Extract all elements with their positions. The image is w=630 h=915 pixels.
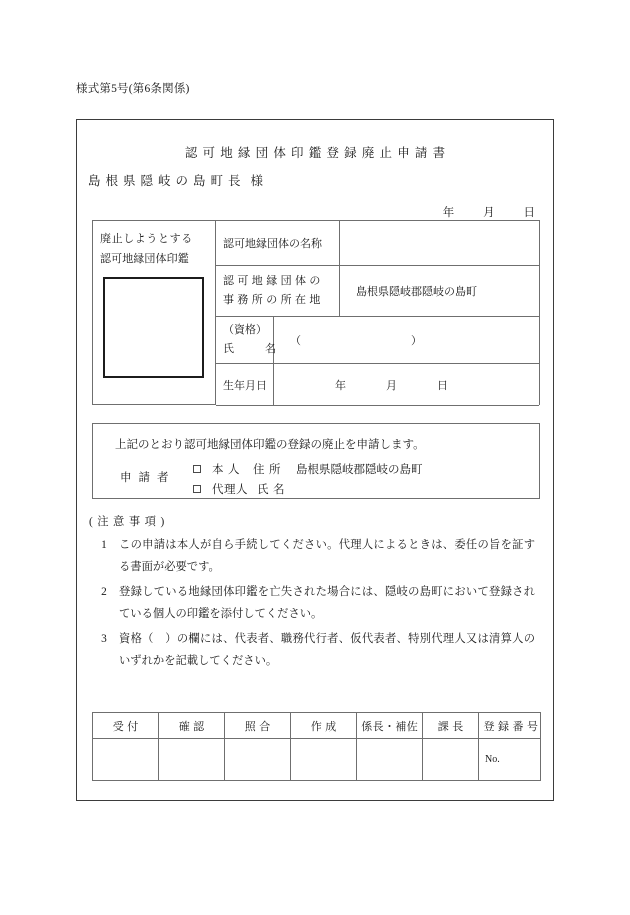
label-office-address-line1: 認可地縁団体の [223,275,324,287]
applicant-option-self-label: 本人 [212,464,244,476]
label-office-address [216,266,340,316]
declaration-box [92,423,540,499]
document-title: 認可地縁団体印鑑登録廃止申請書 [184,146,451,160]
note-item [89,534,541,578]
seal-impression-box[interactable] [103,277,204,378]
cell-registration-number[interactable]: No. [479,739,541,781]
seal-label-line2: 認可地縁団体印鑑 [100,253,189,265]
cell-chief-assistant[interactable] [357,739,423,781]
column-header-confirmation: 確認 [159,713,225,739]
table-row-birthdate [216,364,539,406]
value-office-address[interactable]: 島根県隠岐郡隠岐の島町 [356,286,477,298]
applicant-label: 申請者 [120,472,176,484]
applicant-address-label: 住所 [253,464,285,476]
birth-month-label: 月 [386,379,397,392]
note-number: 2 [101,586,107,598]
column-header-section-manager: 課長 [423,713,479,739]
label-birthdate: 生年月日 [216,364,274,405]
note-text: 資格（ ）の欄には、代表者、職務代行者、仮代表者、特別代理人又は清算人のいずれかを記載してください。 [119,633,535,667]
addressee-name: 島根県隠岐の島町長 [88,174,246,188]
declaration-statement: 上記のとおり認可地縁団体印鑑の登録の廃止を申請します。 [115,439,425,451]
addressee-honorific: 様 [250,174,264,188]
label-qualification-name [216,317,286,363]
column-header-reception: 受付 [93,713,159,739]
label-organization-name: 認可地縁団体の名称 [216,221,340,265]
checkbox-self[interactable] [193,465,201,473]
birth-day-label: 日 [437,379,448,392]
applicant-option-agent[interactable] [193,481,300,497]
value-qualification-name[interactable]: （ ） [290,335,422,347]
date-year-label: 年 [442,207,455,219]
note-number: 3 [101,633,107,645]
note-text: 登録している地縁団体印鑑を亡失された場合には、隠岐の島町において登録されている個人の印鑑を添付してください。 [119,586,535,620]
label-qualification: （資格） [223,324,267,336]
date-day-label: 日 [523,207,535,219]
notes-title: (注意事項) [89,516,169,528]
processing-table [92,712,541,781]
cell-section-manager[interactable] [423,739,479,781]
note-item [89,581,541,625]
processing-table-header-row [93,713,541,739]
column-header-registration-number: 登録番号 [479,713,541,739]
cell-confirmation[interactable] [159,739,225,781]
form-outer-frame [76,119,554,801]
form-code: 様式第5号(第6条関係) [76,83,190,95]
cell-creation[interactable] [291,739,357,781]
applicant-option-self[interactable] [193,461,423,477]
seal-block-label [100,229,211,269]
processing-table-value-row [93,739,541,781]
applicant-info-table [215,220,540,405]
applicant-name-label: 氏名 [257,484,289,496]
column-header-collation: 照合 [225,713,291,739]
checkbox-agent[interactable] [193,485,201,493]
applicant-option-agent-label: 代理人 [212,484,248,496]
birth-year-label: 年 [335,379,346,392]
applicant-address-value[interactable]: 島根県隠岐郡隠岐の島町 [296,464,423,476]
value-birthdate[interactable] [274,364,539,405]
cell-reception[interactable] [93,739,159,781]
note-text: この申請は本人が自ら手続してください。代理人によるときは、委任の旨を証する書面が必要です。 [119,539,535,573]
notes-section [89,513,541,672]
table-row-qualification-name [216,317,539,364]
value-organization-name[interactable] [340,221,539,265]
column-header-chief-assistant: 係長・補佐 [357,713,423,739]
label-office-address-line2: 事務所の所在地 [223,294,324,306]
date-month-label: 月 [483,207,495,219]
table-row-office-address [216,266,539,317]
note-number: 1 [101,539,107,551]
label-person-name: 氏 名 [223,343,286,355]
addressee-line [88,171,264,189]
seal-block [92,220,216,405]
date-line [443,204,535,220]
seal-label-line1: 廃止しようとする [100,233,193,245]
note-item [89,628,541,672]
column-header-creation: 作成 [291,713,357,739]
table-row-organization-name [216,221,539,266]
cell-collation[interactable] [225,739,291,781]
